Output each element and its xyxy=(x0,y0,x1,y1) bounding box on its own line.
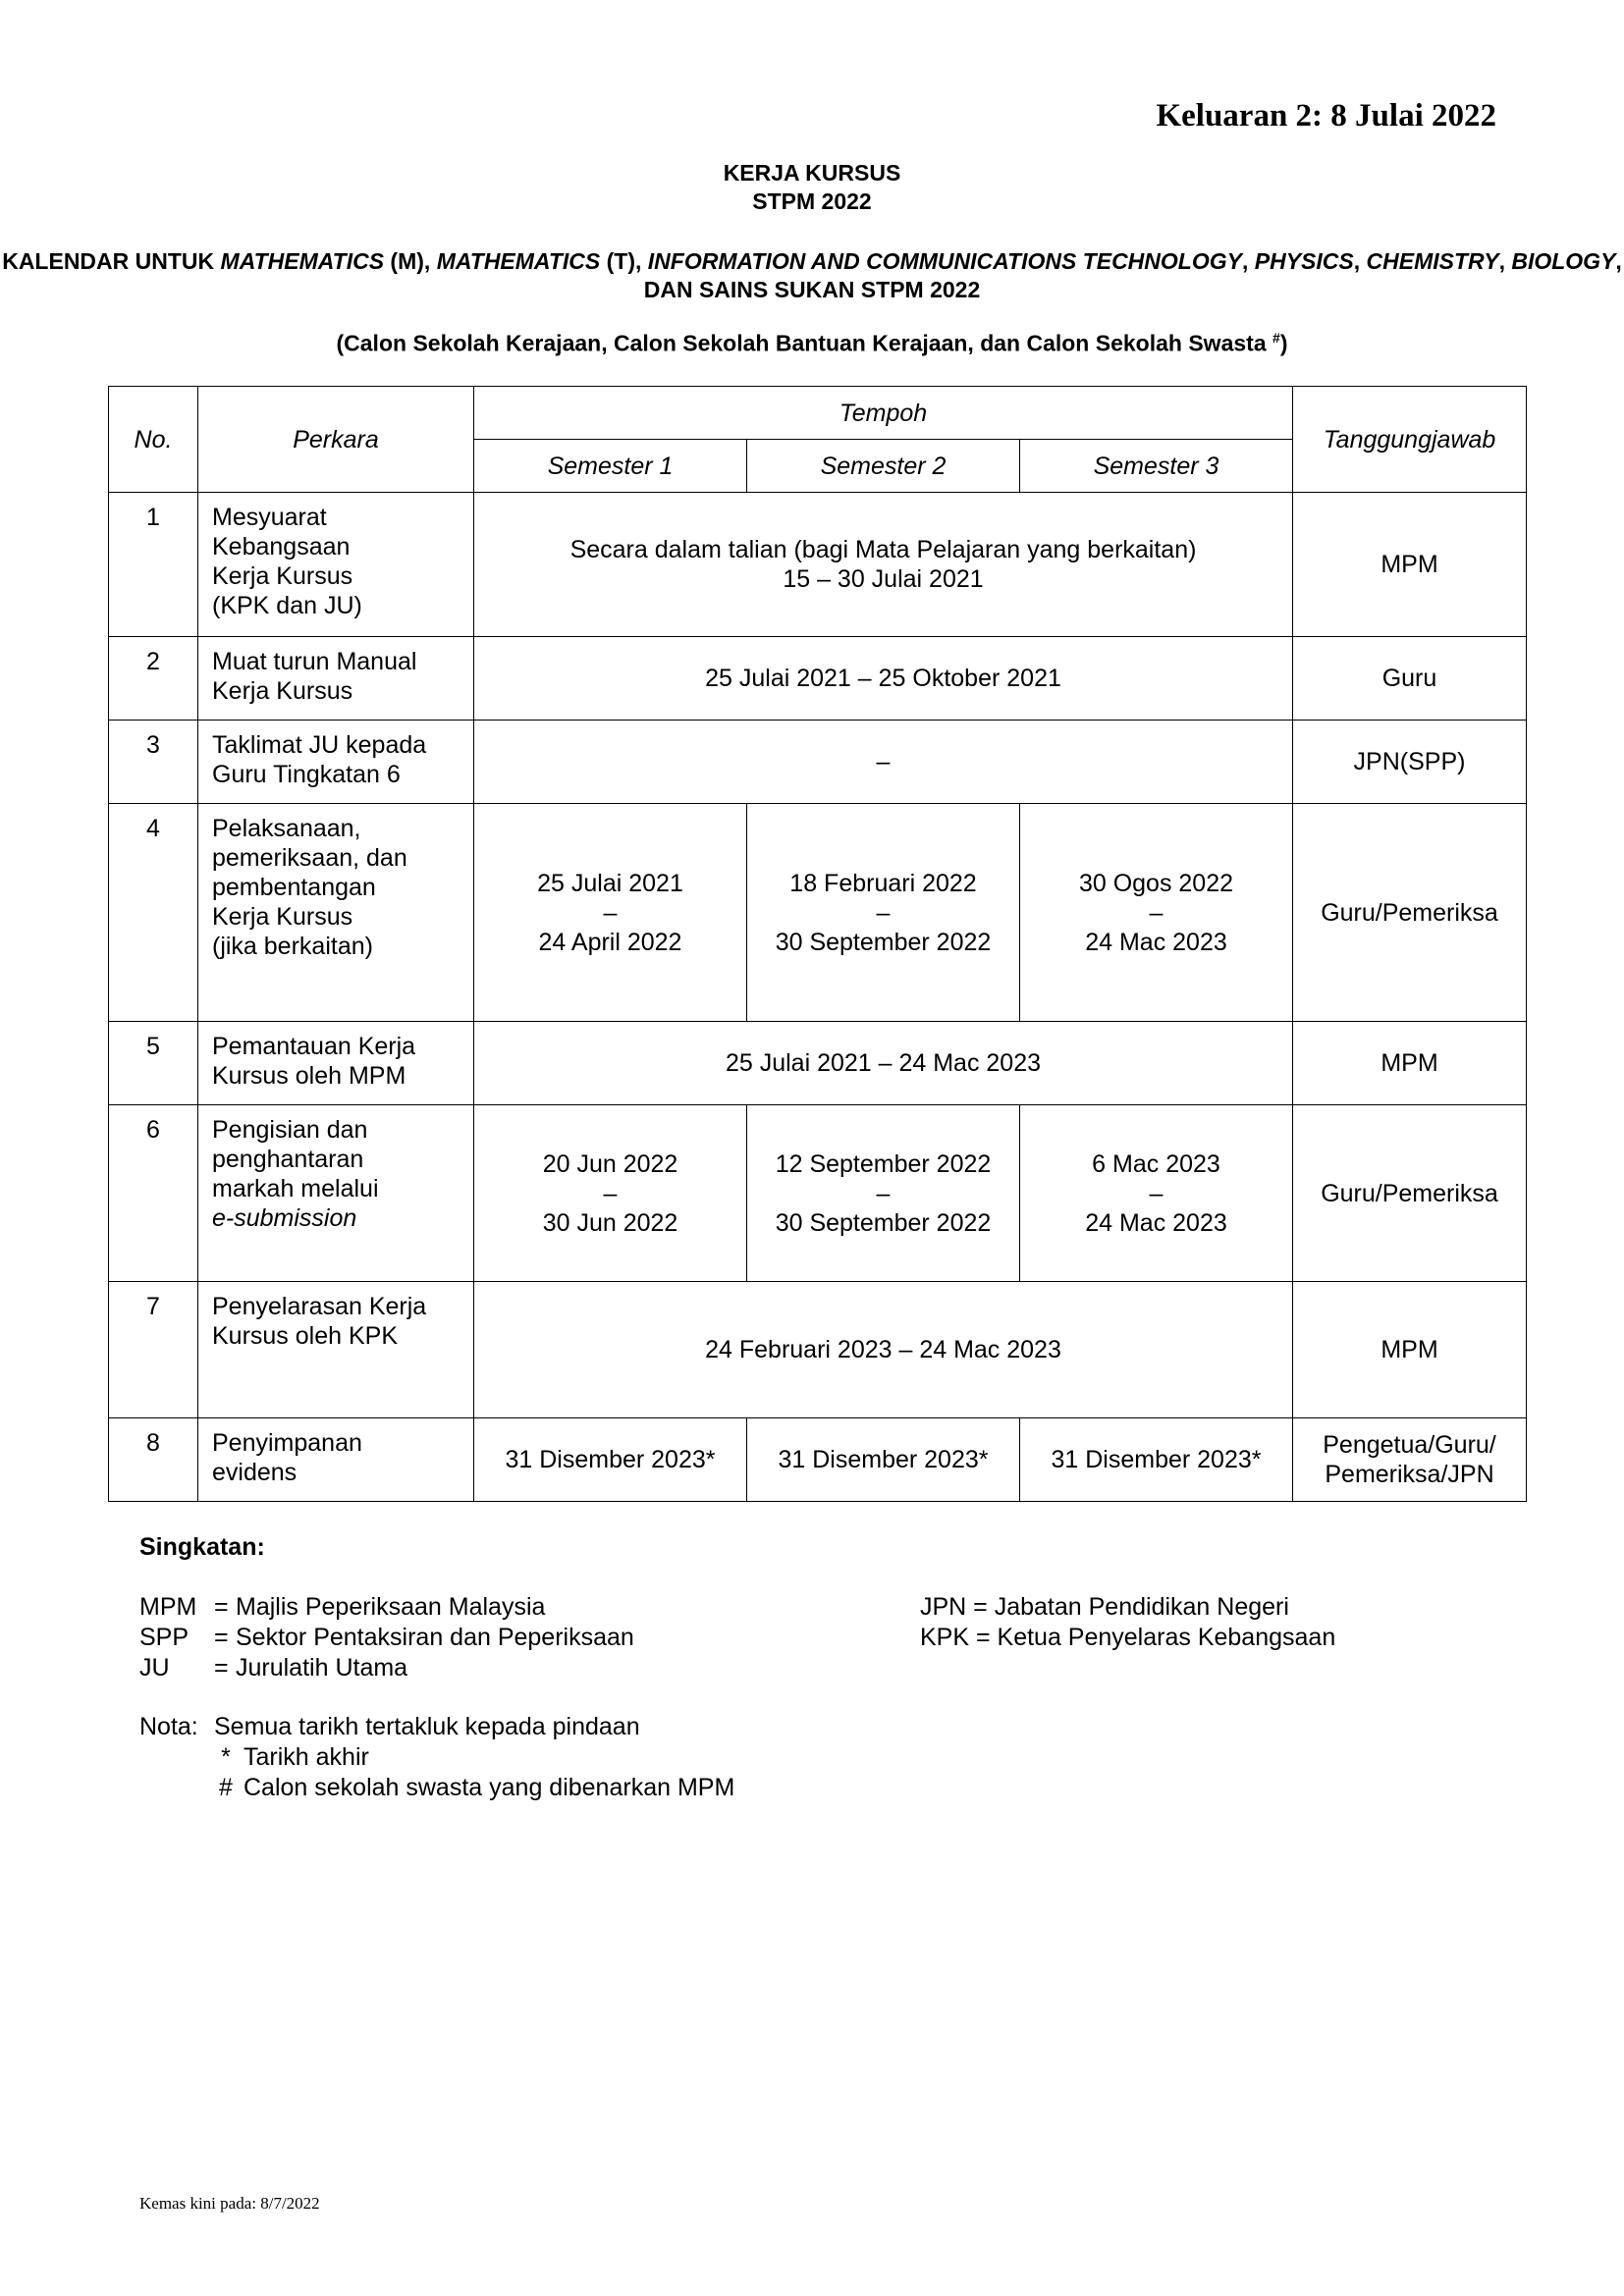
perkara-line: Guru Tingkatan 6 xyxy=(212,761,401,788)
note-item xyxy=(139,1742,734,1773)
perkara-line: Kursus oleh KPK xyxy=(212,1322,398,1350)
resp-line: Pemeriksa/JPN xyxy=(1325,1461,1494,1488)
header-tanggungjawab: Tanggungjawab xyxy=(1293,387,1527,493)
row-number: 4 xyxy=(109,804,198,1022)
perkara-line: Mesyuarat xyxy=(212,504,327,531)
perkara-line: markah melalui xyxy=(212,1175,379,1202)
row-number: 1 xyxy=(109,493,198,637)
tempoh-line: 15 – 30 Julai 2021 xyxy=(783,565,984,593)
row-tanggungjawab xyxy=(1293,1418,1527,1502)
date-dash: – xyxy=(603,1179,618,1207)
abbr-code: MPM xyxy=(139,1593,197,1621)
table-row xyxy=(109,721,1527,804)
note-item xyxy=(139,1773,734,1803)
perkara-line: Pengisian dan xyxy=(212,1116,368,1144)
perkara-line: Kerja Kursus xyxy=(212,562,353,590)
subject-ict: INFORMATION AND COMMUNICATIONS TECHNOLOGY xyxy=(647,248,1242,274)
row-tanggungjawab: Guru/Pemeriksa xyxy=(1293,1105,1527,1282)
note-text: Tarikh akhir xyxy=(244,1743,369,1771)
row-semester-1 xyxy=(474,1105,747,1282)
row-number: 3 xyxy=(109,721,198,804)
note-indent xyxy=(139,1742,214,1773)
perkara-line: Kerja Kursus xyxy=(212,903,353,931)
table-row xyxy=(109,493,1527,637)
subtitle-text: , xyxy=(1241,248,1255,274)
perkara-line: Pemantauan Kerja xyxy=(212,1033,416,1060)
calendar-subtitle xyxy=(0,247,1624,304)
resp-line: Pengetua/Guru/ xyxy=(1323,1431,1496,1459)
row-tanggungjawab: MPM xyxy=(1293,1022,1527,1105)
subtitle-text: , DAN SAINS SUKAN STPM 2022 xyxy=(643,248,1622,302)
abbreviation-item: JPN = Jabatan Pendidikan Negeri xyxy=(920,1593,1289,1621)
perkara-line: pembentangan xyxy=(212,874,376,901)
perkara-line: (jika berkaitan) xyxy=(212,933,373,960)
note-indent xyxy=(139,1773,214,1803)
note-text: Semua tarikh tertakluk kepada pindaan xyxy=(214,1713,640,1740)
table-row xyxy=(109,1022,1527,1105)
row-number: 6 xyxy=(109,1105,198,1282)
notes xyxy=(139,1712,734,1803)
last-updated-footer: Kemas kini pada: 8/7/2022 xyxy=(139,2194,320,2213)
perkara-line: evidens xyxy=(212,1459,298,1486)
row-semester-2 xyxy=(747,804,1020,1022)
row-semester-1 xyxy=(474,804,747,1022)
note-text: Calon sekolah swasta yang dibenarkan MPM xyxy=(244,1774,735,1801)
row-perkara xyxy=(198,804,474,1022)
candidate-scope-text: (Calon Sekolah Kerajaan, Calon Sekolah Bantuan Kerajaan, dan Calon Sekolah Swasta xyxy=(336,330,1273,356)
perkara-line: pemeriksaan, dan xyxy=(212,844,407,872)
date-start: 12 September 2022 xyxy=(775,1149,992,1178)
abbr-code: JU xyxy=(139,1654,170,1682)
title-line-1: KERJA KURSUS xyxy=(723,160,901,186)
row-tempoh: 24 Februari 2023 – 24 Mac 2023 xyxy=(474,1282,1293,1418)
date-start: 25 Julai 2021 xyxy=(537,869,683,897)
header-no: No. xyxy=(109,387,198,493)
row-number: 8 xyxy=(109,1418,198,1502)
row-tempoh: 25 Julai 2021 – 25 Oktober 2021 xyxy=(474,637,1293,721)
date-start: 18 Februari 2022 xyxy=(789,869,977,897)
table-row xyxy=(109,1282,1527,1418)
row-perkara xyxy=(198,1282,474,1418)
row-perkara xyxy=(198,1418,474,1502)
abbreviations-left xyxy=(139,1592,634,1683)
row-perkara xyxy=(198,637,474,721)
abbreviation-item xyxy=(139,1623,634,1653)
subject-mathematics-t: MATHEMATICS xyxy=(436,248,601,274)
row-perkara xyxy=(198,1105,474,1282)
row-perkara xyxy=(198,1022,474,1105)
date-dash: – xyxy=(876,1179,891,1207)
row-number: 7 xyxy=(109,1282,198,1418)
row-tanggungjawab: Guru/Pemeriksa xyxy=(1293,804,1527,1022)
row-tanggungjawab: MPM xyxy=(1293,493,1527,637)
date-dash: – xyxy=(1149,898,1164,927)
table-row xyxy=(109,804,1527,1022)
row-semester-3: 31 Disember 2023* xyxy=(1020,1418,1293,1502)
perkara-line: penghantaran xyxy=(212,1146,364,1173)
note-main xyxy=(139,1712,734,1742)
perkara-line: Penyelarasan Kerja xyxy=(212,1293,427,1320)
date-start: 30 Ogos 2022 xyxy=(1078,869,1234,897)
note-symbol: # xyxy=(219,1774,233,1801)
release-label: Keluaran 2: 8 Julai 2022 xyxy=(1156,98,1496,133)
subtitle-text: , xyxy=(1353,248,1367,274)
row-semester-3 xyxy=(1020,1105,1293,1282)
date-start: 6 Mac 2023 xyxy=(1092,1149,1220,1178)
table-row xyxy=(109,1418,1527,1502)
subject-physics: PHYSICS xyxy=(1254,248,1354,274)
header-semester-1: Semester 1 xyxy=(474,440,747,493)
perkara-line: Kursus oleh MPM xyxy=(212,1062,406,1090)
row-semester-2: 31 Disember 2023* xyxy=(747,1418,1020,1502)
perkara-line: Taklimat JU kepada xyxy=(212,731,427,759)
abbr-equals: = xyxy=(214,1593,229,1621)
date-dash: – xyxy=(603,898,618,927)
perkara-line: Penyimpanan xyxy=(212,1429,362,1457)
header-perkara: Perkara xyxy=(198,387,474,493)
subtitle-text: (T), xyxy=(600,248,648,274)
tempoh-line: Secara dalam talian (bagi Mata Pelajaran yang berkaitan) xyxy=(569,536,1197,563)
row-tempoh xyxy=(474,493,1293,637)
header-tempoh: Tempoh xyxy=(474,387,1293,440)
date-start: 20 Jun 2022 xyxy=(542,1149,678,1178)
abbr-equals: = xyxy=(214,1624,229,1651)
perkara-line: (KPK dan JU) xyxy=(212,592,362,619)
subtitle-text: , xyxy=(1498,248,1512,274)
title-line-2: STPM 2022 xyxy=(752,188,872,214)
date-dash: – xyxy=(876,898,891,927)
row-number: 5 xyxy=(109,1022,198,1105)
perkara-line: e-submission xyxy=(212,1204,357,1232)
subtitle-text: KALENDAR UNTUK xyxy=(2,248,221,274)
subject-biology: BIOLOGY xyxy=(1511,248,1616,274)
row-number: 2 xyxy=(109,637,198,721)
abbreviations-right xyxy=(920,1592,1335,1653)
calendar-table xyxy=(108,386,1527,1502)
subject-chemistry: CHEMISTRY xyxy=(1366,248,1499,274)
perkara-line: Pelaksanaan, xyxy=(212,815,361,842)
row-perkara xyxy=(198,721,474,804)
row-tempoh: – xyxy=(474,721,1293,804)
abbr-text: Sektor Pentaksiran dan Peperiksaan xyxy=(236,1624,634,1651)
table-row xyxy=(109,1105,1527,1282)
date-end: 24 Mac 2023 xyxy=(1085,1208,1227,1237)
row-tanggungjawab: MPM xyxy=(1293,1282,1527,1418)
abbreviation-item xyxy=(139,1653,634,1683)
candidate-scope-end: ) xyxy=(1279,330,1288,356)
table-row xyxy=(109,637,1527,721)
date-end: 24 April 2022 xyxy=(538,928,682,956)
candidate-scope xyxy=(0,324,1624,358)
perkara-line: Kerja Kursus xyxy=(212,677,353,705)
date-dash: – xyxy=(1149,1179,1164,1207)
row-tempoh: 25 Julai 2021 – 24 Mac 2023 xyxy=(474,1022,1293,1105)
row-perkara xyxy=(198,493,474,637)
abbr-text: Jurulatih Utama xyxy=(236,1654,408,1682)
date-end: 30 September 2022 xyxy=(775,1208,992,1237)
subject-mathematics-m: MATHEMATICS xyxy=(220,248,385,274)
hash-mark: # xyxy=(1272,330,1280,346)
row-semester-2 xyxy=(747,1105,1020,1282)
note-label: Nota: xyxy=(139,1713,198,1740)
header-semester-2: Semester 2 xyxy=(747,440,1020,493)
date-end: 30 Jun 2022 xyxy=(542,1208,678,1237)
date-end: 24 Mac 2023 xyxy=(1085,928,1227,956)
abbreviation-item: KPK = Ketua Penyelaras Kebangsaan xyxy=(920,1624,1336,1651)
perkara-line: Kebangsaan xyxy=(212,533,351,561)
header-row xyxy=(109,387,1527,440)
abbreviation-item xyxy=(139,1592,634,1623)
row-semester-1: 31 Disember 2023* xyxy=(474,1418,747,1502)
note-symbol: * xyxy=(221,1743,231,1771)
abbr-code: SPP xyxy=(139,1624,189,1651)
header-semester-3: Semester 3 xyxy=(1020,440,1293,493)
perkara-line: Muat turun Manual xyxy=(212,648,417,675)
abbr-equals: = xyxy=(214,1654,229,1682)
abbreviations-title: Singkatan: xyxy=(139,1533,265,1561)
abbr-text: Majlis Peperiksaan Malaysia xyxy=(236,1593,546,1621)
document-title xyxy=(0,159,1624,216)
subtitle-text: (M), xyxy=(384,248,437,274)
row-tanggungjawab: JPN(SPP) xyxy=(1293,721,1527,804)
date-end: 30 September 2022 xyxy=(775,928,992,956)
row-tanggungjawab: Guru xyxy=(1293,637,1527,721)
row-semester-3 xyxy=(1020,804,1293,1022)
